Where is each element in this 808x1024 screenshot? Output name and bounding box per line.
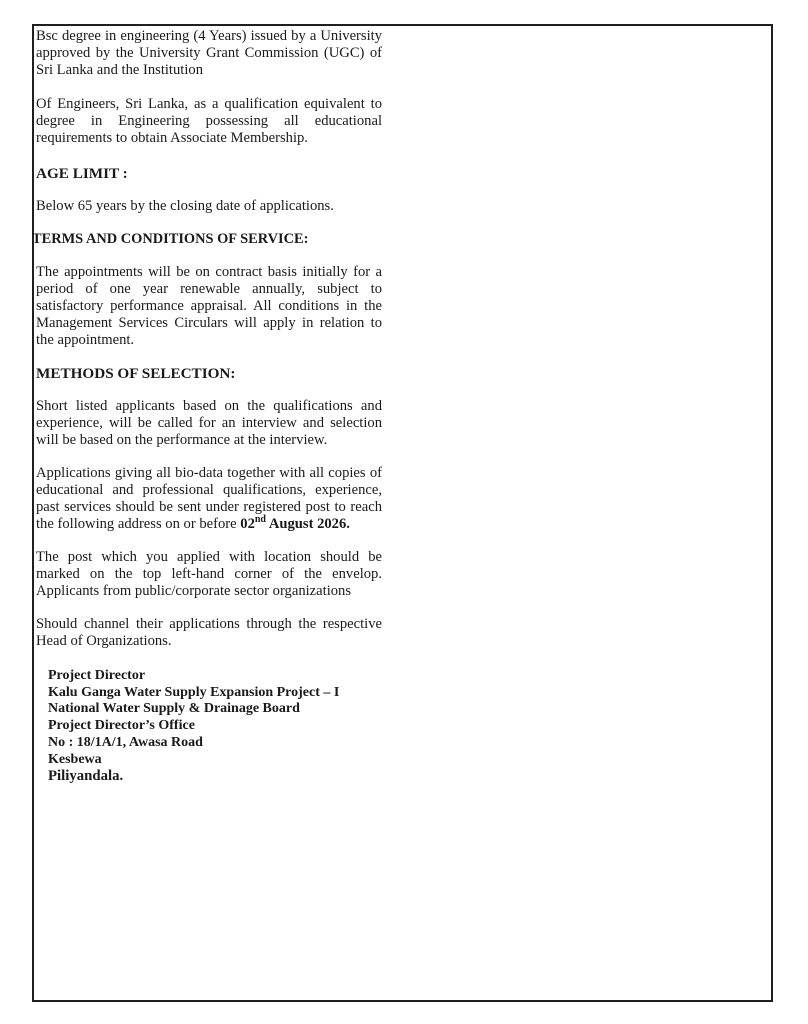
selection-heading: METHODS OF SELECTION: (36, 365, 236, 382)
address-line: Piliyandala. (48, 768, 124, 785)
terms-heading: TERMS AND CONDITIONS OF SERVICE: (32, 231, 309, 247)
address-line: No : 18/1A/1, Awasa Road (48, 734, 203, 750)
address-block (48, 668, 382, 785)
address-line: Kalu Ganga Water Supply Expansion Project – I (48, 684, 340, 700)
address-line: National Water Supply & Drainage Board (48, 701, 300, 717)
applications-text (36, 465, 382, 533)
deadline-date (240, 516, 350, 532)
post-note: The post which you applied with location should be marked on the top left-hand corner of the envelop. Applicants from public/corporate sector organizations (36, 549, 382, 599)
terms-text: The appointments will be on contract basis initially for a period of one year renewable annually, subject to satisfactory performance appraisal. All conditions in the Management Services Circulars will apply in relation to the appointment. (36, 264, 382, 348)
applications-body: Applications giving all bio-data together with all copies of educational and professional qualifications, experience, past services should be sent under registered post to reach the following address on or before (36, 465, 382, 532)
age-limit-text: Below 65 years by the closing date of applications. (36, 198, 334, 214)
deadline-suffix: nd (254, 514, 266, 526)
qualification-paragraph-1: Bsc degree in engineering (4 Years) issued by a University approved by the University Grant Commission (UGC) of Sri Lanka and the Institution (36, 28, 382, 78)
channel-note: Should channel their applications through the respective Head of Organizations. (36, 616, 382, 649)
address-line: Kesbewa (48, 751, 102, 767)
deadline-month: August 2026. (268, 516, 350, 532)
address-line: Project Director’s Office (48, 718, 195, 734)
document-column (32, 28, 382, 785)
selection-text: Short listed applicants based on the qualifications and experience, will be called for an interview and selection will be based on the performance at the interview. (36, 398, 382, 448)
qualification-paragraph-2: Of Engineers, Sri Lanka, as a qualification equivalent to degree in Engineering possessing all educational requirements to obtain Associate Membership. (36, 96, 382, 146)
age-limit-heading: AGE LIMIT : (36, 165, 128, 182)
deadline-day: 02 (240, 516, 255, 532)
address-line: Project Director (48, 668, 146, 683)
